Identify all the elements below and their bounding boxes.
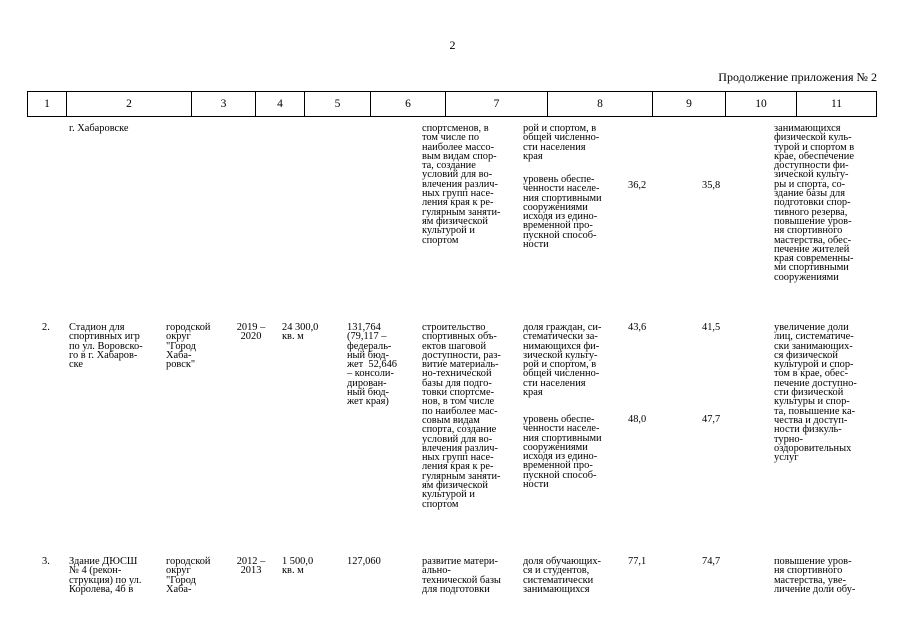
object-name: Стадион для спортивных игр по ул. Воровско- го в г. Хабаров- ске: [69, 322, 143, 371]
indicator-text: рой и спортом, в общей численно- сти населения края: [523, 123, 600, 162]
expected-result: увеличение доли лиц, систематиче- ски занимающих- ся физической культурой и спор- том в крае, обес- печение доступно- сти физической культуры и спор- та, повышение ка- чества и доступ- ности физкуль- турно- оздоровительных услуг: [774, 322, 857, 464]
table-header-row: [27, 91, 877, 117]
owner: городской округ "Город Хаба-: [166, 556, 211, 595]
owner: городской округ "Город Хаба- ровск": [166, 322, 211, 371]
indicator-text: уровень обеспе- ченности населе- ния спортивными сооружениями исходя из едино- временной про- пускной способ- ности: [523, 414, 602, 491]
page-number: 2: [449, 38, 456, 52]
expected-result: занимающихся физической куль- турой и спортом в крае, обеспечение доступности фи- зической культу- ры и спорта, со- здание базы для подготовки спор- тивного резерва, повышение уров- ня спортивного мастерства, обес- печение жителей края современны- ми спортивными сооружениями: [774, 123, 855, 283]
column-header: 7: [445, 92, 547, 116]
indicator-value: 77,1: [628, 556, 647, 567]
expected-result: повышение уров- ня спортивного мастерства, уве- личение доли обу-: [774, 556, 856, 595]
row-number: 3.: [42, 556, 50, 567]
indicator-text: уровень обеспе- ченности населе- ния спортивными сооружениями исходя из едино- временной про- пускной способ- ности: [523, 174, 602, 251]
column-header: 4: [255, 92, 304, 116]
cost: 127,060: [347, 556, 381, 567]
indicator-text: доля граждан, си- стематически за- нимающихся фи- зической культу- рой и спортом, в общей численно- сти населения края: [523, 322, 602, 399]
object-name: Здание ДЮСШ № 4 (рекон- струкция) по ул. Королева, 4б в: [69, 556, 142, 595]
column-header: 11: [796, 92, 876, 116]
column-header: 6: [370, 92, 445, 116]
objective-text: развитие матери- ально- технической базы для подготовки: [422, 556, 501, 595]
object-name: г. Хабаровске: [69, 123, 129, 134]
capacity: 24 300,0 кв. м: [282, 322, 319, 343]
column-header: 3: [191, 92, 255, 116]
row-number: 2.: [42, 322, 50, 333]
objective-text: спортсменов, в том числе по наиболее массо- вым видам спор- та, создание условий для во- влечения различ- ных групп насе- ления края к ре- гулярным заняти- ям физической культурой и спортом: [422, 123, 501, 246]
indicator-value: 48,0: [628, 414, 647, 425]
period: 2019 – 2020: [236, 322, 266, 343]
column-header: 2: [66, 92, 191, 116]
indicator-value: 47,7: [702, 414, 721, 425]
period: 2012 – 2013: [236, 556, 266, 577]
column-header: 8: [547, 92, 652, 116]
capacity: 1 500,0 кв. м: [282, 556, 314, 577]
indicator-value: 35,8: [702, 180, 721, 191]
indicator-value: 41,5: [702, 322, 721, 333]
column-header: 10: [725, 92, 796, 116]
column-header: 9: [652, 92, 725, 116]
appendix-note: Продолжение приложения № 2: [718, 70, 877, 84]
column-header: 5: [304, 92, 370, 116]
cost: 131,764 (79,117 – федераль- ный бюд- жет 52,646 – консоли- дирован- ный бюд- жет края): [347, 322, 397, 408]
objective-text: строительство спортивных объ- ектов шаговой доступности, раз- витие материаль- но-технической базы для подго- товки спортсме- нов, в том числе по наиболее мас- совым видам спорта, создание условий для во- влечения различ- ных групп насе- ления края к ре- гулярным заняти- ям физической культурой и спортом: [422, 322, 501, 510]
indicator-value: 36,2: [628, 180, 647, 191]
column-header: 1: [44, 98, 50, 110]
indicator-value: 74,7: [702, 556, 721, 567]
indicator-text: доля обучающих- ся и студентов, систематически занимающихся: [523, 556, 602, 595]
indicator-value: 43,6: [628, 322, 647, 333]
